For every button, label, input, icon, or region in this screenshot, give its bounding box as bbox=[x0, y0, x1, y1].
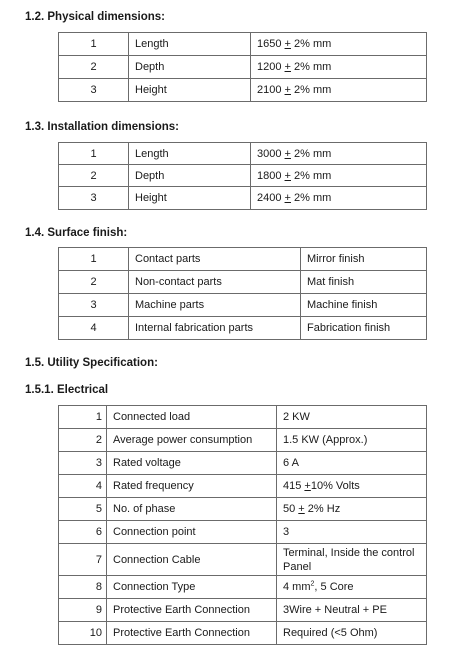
row-number: 3 bbox=[59, 452, 107, 475]
row-label: No. of phase bbox=[107, 498, 277, 521]
row-label: Connection point bbox=[107, 521, 277, 544]
table-row bbox=[59, 452, 427, 475]
section-heading-surface: 1.4. Surface finish: bbox=[25, 227, 128, 239]
row-value: 4 $mm^2$, 5 Core bbox=[277, 576, 427, 599]
row-value: 3000 + 2% mm bbox=[251, 143, 427, 165]
table-row bbox=[59, 521, 427, 544]
row-label: Rated voltage bbox=[107, 452, 277, 475]
row-value: 1800 + 2% mm bbox=[251, 165, 427, 187]
table-row bbox=[59, 187, 427, 210]
row-label: Rated frequency bbox=[107, 475, 277, 498]
row-value: 1200 + 2% mm bbox=[251, 56, 427, 79]
row-value: 415 +10% Volts bbox=[277, 475, 427, 498]
row-value: Mirror finish bbox=[301, 248, 427, 271]
row-value: 3Wire + Neutral + PE bbox=[277, 599, 427, 622]
row-label: Connected load bbox=[107, 406, 277, 429]
row-label: Internal fabrication parts bbox=[129, 317, 301, 340]
table-row bbox=[59, 56, 427, 79]
table-row bbox=[59, 317, 427, 340]
row-number: 9 bbox=[59, 599, 107, 622]
row-value: 2100 + 2% mm bbox=[251, 79, 427, 102]
row-number: 10 bbox=[59, 622, 107, 645]
table-row bbox=[59, 271, 427, 294]
row-label: Length bbox=[129, 33, 251, 56]
table-row bbox=[59, 294, 427, 317]
table-row bbox=[59, 79, 427, 102]
row-number: 7 bbox=[59, 544, 107, 576]
row-label: Height bbox=[129, 187, 251, 210]
row-value: Machine finish bbox=[301, 294, 427, 317]
section-heading-physical: 1.2. Physical dimensions: bbox=[25, 11, 165, 23]
section-heading-electrical: 1.5.1. Electrical bbox=[25, 384, 109, 396]
table-row bbox=[59, 475, 427, 498]
row-value: 2400 + 2% mm bbox=[251, 187, 427, 210]
table-row bbox=[59, 622, 427, 645]
table-row bbox=[59, 406, 427, 429]
row-number: 1 bbox=[59, 143, 129, 165]
table-row bbox=[59, 248, 427, 271]
row-value: Fabrication finish bbox=[301, 317, 427, 340]
row-number: 2 bbox=[59, 429, 107, 452]
row-number: 2 bbox=[59, 56, 129, 79]
row-value: 1.5 KW (Approx.) bbox=[277, 429, 427, 452]
row-label: Protective Earth Connection bbox=[107, 622, 277, 645]
table-row bbox=[59, 33, 427, 56]
table-row bbox=[59, 429, 427, 452]
row-value: Terminal, Inside the control Panel bbox=[277, 544, 427, 576]
row-value: 50 + 2% Hz bbox=[277, 498, 427, 521]
row-value: 6 A bbox=[277, 452, 427, 475]
table-row bbox=[59, 599, 427, 622]
row-number: 6 bbox=[59, 521, 107, 544]
row-value: Mat finish bbox=[301, 271, 427, 294]
row-label: Average power consumption bbox=[107, 429, 277, 452]
row-label: Protective Earth Connection bbox=[107, 599, 277, 622]
physical-dimensions-table bbox=[58, 32, 427, 102]
row-value: 3 bbox=[277, 521, 427, 544]
electrical-table bbox=[58, 405, 427, 645]
table-row bbox=[59, 544, 427, 576]
row-number: 5 bbox=[59, 498, 107, 521]
row-number: 4 bbox=[59, 317, 129, 340]
row-number: 1 bbox=[59, 406, 107, 429]
row-label: Machine parts bbox=[129, 294, 301, 317]
row-label: Connection Type bbox=[107, 576, 277, 599]
table-row bbox=[59, 165, 427, 187]
table-row bbox=[59, 576, 427, 599]
row-number: 2 bbox=[59, 271, 129, 294]
row-number: 1 bbox=[59, 33, 129, 56]
section-heading-utility: 1.5. Utility Specification: bbox=[25, 357, 158, 369]
row-number: 4 bbox=[59, 475, 107, 498]
surface-finish-table bbox=[58, 247, 427, 340]
row-number: 8 bbox=[59, 576, 107, 599]
installation-dimensions-table bbox=[58, 142, 427, 210]
row-number: 3 bbox=[59, 79, 129, 102]
row-label: Contact parts bbox=[129, 248, 301, 271]
table-row bbox=[59, 143, 427, 165]
row-label: Non-contact parts bbox=[129, 271, 301, 294]
row-label: Height bbox=[129, 79, 251, 102]
row-number: 2 bbox=[59, 165, 129, 187]
row-label: Length bbox=[129, 143, 251, 165]
row-value: Required (<5 Ohm) bbox=[277, 622, 427, 645]
row-number: 3 bbox=[59, 294, 129, 317]
section-heading-installation: 1.3. Installation dimensions: bbox=[25, 121, 180, 133]
row-value: 1650 + 2% mm bbox=[251, 33, 427, 56]
row-label: Depth bbox=[129, 56, 251, 79]
row-number: 1 bbox=[59, 248, 129, 271]
row-label: Connection Cable bbox=[107, 544, 277, 576]
table-row bbox=[59, 498, 427, 521]
row-label: Depth bbox=[129, 165, 251, 187]
row-number: 3 bbox=[59, 187, 129, 210]
row-value: 2 KW bbox=[277, 406, 427, 429]
